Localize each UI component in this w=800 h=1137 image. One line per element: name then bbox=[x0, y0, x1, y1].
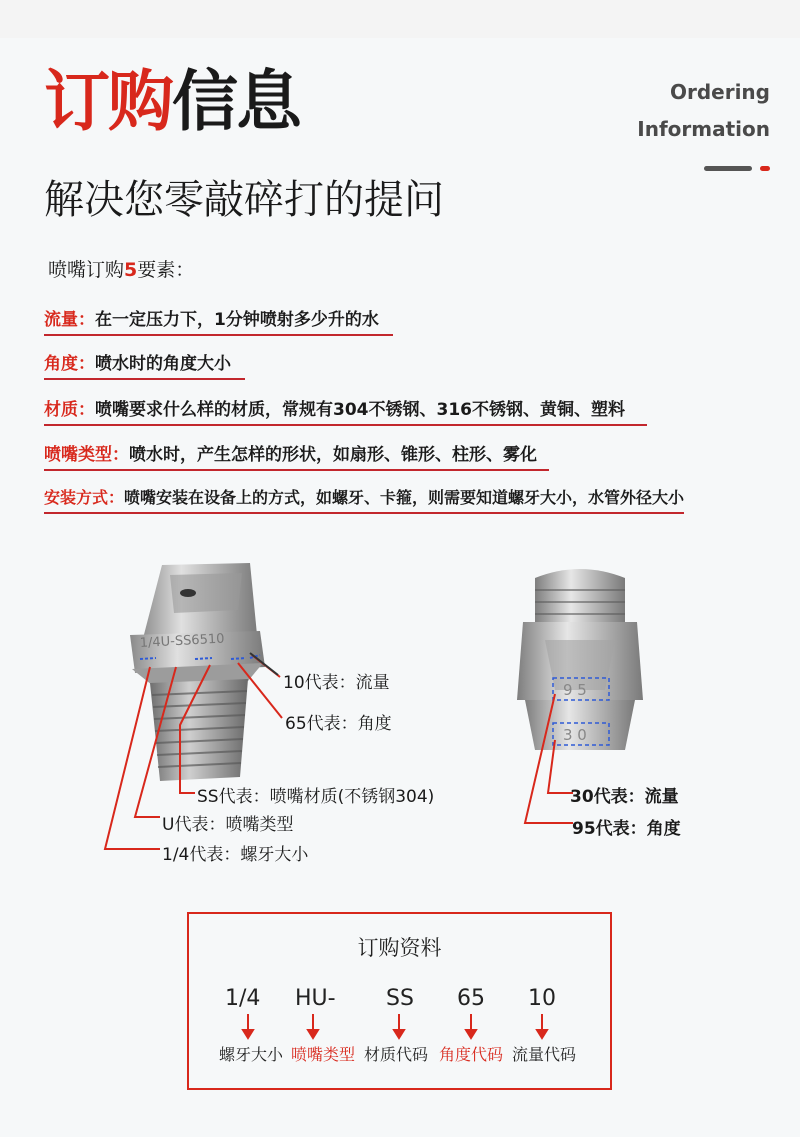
page-title bbox=[44, 62, 300, 142]
code-thread: 1/4 bbox=[225, 986, 261, 1011]
element-row-type bbox=[44, 440, 549, 471]
title-red-part: 订购 bbox=[44, 63, 172, 140]
decor-bar-dark bbox=[704, 166, 752, 171]
english-heading bbox=[637, 74, 770, 148]
intro-suffix: 要素： bbox=[137, 259, 195, 281]
intro-number: 5 bbox=[124, 259, 138, 281]
ordering-box-title: 订购资料 bbox=[357, 936, 442, 960]
code-material: SS bbox=[386, 986, 414, 1011]
element-key: 喷嘴类型： bbox=[44, 445, 129, 465]
english-line-1: Ordering bbox=[669, 80, 770, 104]
code-angle: 65 bbox=[457, 986, 485, 1011]
left-label-type: U代表：喷嘴类型 bbox=[162, 815, 294, 835]
element-row-install bbox=[44, 485, 684, 514]
element-key: 安装方式： bbox=[44, 488, 125, 507]
caption-angle: 角度代码 bbox=[439, 1045, 504, 1064]
caption-type: 喷嘴类型 bbox=[291, 1045, 356, 1064]
intro-prefix: 喷嘴订购 bbox=[48, 259, 125, 281]
element-row-material bbox=[44, 395, 647, 426]
element-text: 喷嘴要求什么样的材质，常规有304不锈钢、316不锈钢、黄铜、塑料 bbox=[95, 400, 625, 420]
decor-bar-red bbox=[760, 166, 770, 171]
caption-material: 材质代码 bbox=[364, 1045, 429, 1064]
title-black-part: 信息 bbox=[172, 63, 300, 140]
top-strip bbox=[0, 0, 800, 38]
element-row-flow bbox=[44, 305, 393, 336]
element-key: 流量： bbox=[44, 310, 95, 330]
element-text: 喷水时，产生怎样的形状，如扇形、锥形、柱形、雾化 bbox=[129, 445, 537, 465]
code-type: HU- bbox=[295, 986, 336, 1011]
right-label-flow: 30代表：流量 bbox=[570, 787, 679, 807]
element-text: 喷水时的角度大小 bbox=[95, 354, 231, 374]
left-label-material: SS代表：喷嘴材质(不锈钢304) bbox=[197, 787, 435, 807]
element-text: 在一定压力下，1分钟喷射多少升的水 bbox=[95, 310, 379, 330]
left-label-angle: 65代表：角度 bbox=[285, 714, 392, 734]
marker-dash bbox=[231, 658, 246, 659]
nozzle-engraving: 1/4U-SS6510 bbox=[139, 631, 225, 651]
ordering-info-box bbox=[187, 912, 612, 1090]
element-key: 材质： bbox=[44, 400, 95, 420]
code-flow: 10 bbox=[528, 986, 556, 1011]
left-label-thread: 1/4代表：螺牙大小 bbox=[162, 845, 309, 865]
caption-flow: 流量代码 bbox=[512, 1045, 577, 1064]
code-arrows bbox=[189, 914, 614, 1092]
element-key: 角度： bbox=[44, 354, 95, 374]
flow-digits: 3 0 bbox=[563, 726, 587, 744]
left-label-flow: 10代表：流量 bbox=[283, 673, 390, 693]
intro-line bbox=[48, 255, 194, 282]
caption-thread: 螺牙大小 bbox=[219, 1045, 284, 1064]
page-subtitle: 解决您零敲碎打的提问 bbox=[44, 177, 444, 223]
element-text: 喷嘴安装在设备上的方式，如螺牙、卡箍，则需要知道螺牙大小，水管外径大小 bbox=[124, 488, 685, 507]
element-row-angle bbox=[44, 349, 245, 380]
angle-digits: 9 5 bbox=[563, 681, 587, 699]
english-line-2: Information bbox=[637, 117, 770, 141]
right-label-angle: 95代表：角度 bbox=[572, 819, 681, 839]
